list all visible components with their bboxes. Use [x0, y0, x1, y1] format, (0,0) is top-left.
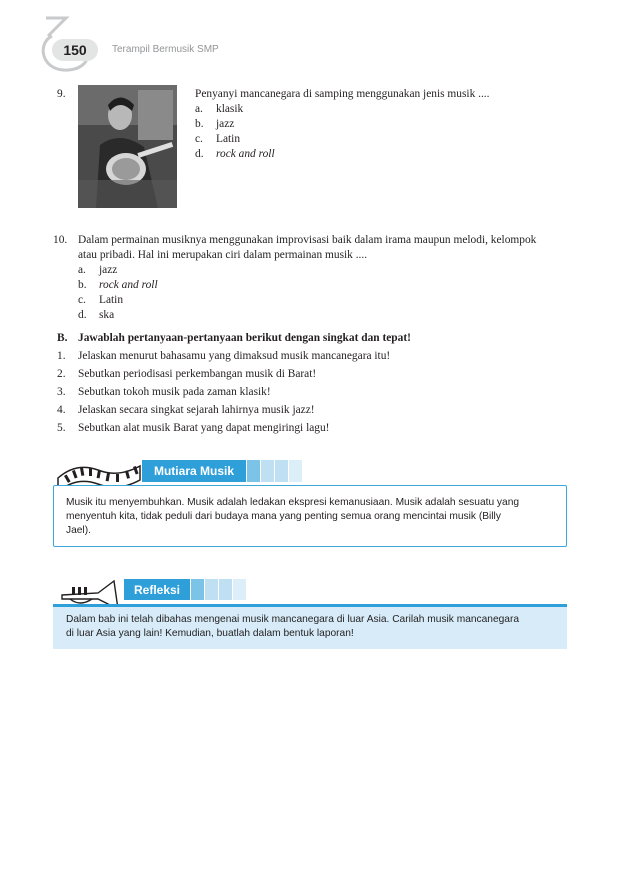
refleksi-title: Refleksi	[124, 579, 190, 600]
refleksi-text: di luar Asia yang lain! Kemudian, buatlah dalam bentuk laporan!	[66, 628, 354, 639]
q10-option-letter: d.	[78, 309, 87, 321]
decor-square	[275, 460, 288, 482]
q10-option-letter: a.	[78, 264, 86, 276]
q10-option-letter: b.	[78, 279, 87, 291]
decor-square	[219, 579, 232, 600]
mutiara-quote: Jael).	[66, 525, 91, 536]
section-b-instruction: Jawablah pertanyaan-pertanyaan berikut dengan singkat dan tepat!	[78, 332, 411, 344]
mutiara-quote: Musik itu menyembuhkan. Musik adalah ledakan ekspresi kemanusiaan. Musik adalah sesuatu yang	[66, 497, 520, 508]
essay-number: 4.	[57, 404, 66, 416]
book-title: Terampil Bermusik SMP	[112, 44, 219, 55]
essay-number: 2.	[57, 368, 66, 380]
refleksi-text: Dalam bab ini telah dibahas mengenai musik mancanegara di luar Asia. Carilah musik mancanegara	[66, 614, 520, 625]
essay-number: 1.	[57, 350, 66, 362]
essay-question: Sebutkan periodisasi perkembangan musik di Barat!	[78, 368, 317, 380]
decor-square	[289, 460, 302, 482]
essay-question: Sebutkan alat musik Barat yang dapat mengiringi lagu!	[78, 422, 330, 434]
decor-square	[261, 460, 274, 482]
q9-number: 9.	[57, 88, 66, 100]
q9-option-letter: a.	[195, 103, 203, 115]
decor-square	[191, 579, 204, 600]
q9-option-text: rock and roll	[216, 148, 275, 160]
essay-question: Jelaskan menurut bahasamu yang dimaksud musik mancanegara itu!	[78, 350, 391, 362]
decor-square	[205, 579, 218, 600]
q10-option-text: jazz	[99, 264, 118, 276]
q10-number: 10.	[53, 234, 68, 246]
singer-photo	[78, 85, 177, 208]
q10-stem: atau pribadi. Hal ini merupakan ciri dalam permainan musik ....	[78, 249, 368, 261]
essay-question: Jelaskan secara singkat sejarah lahirnya musik jazz!	[78, 404, 315, 416]
q9-stem: Penyanyi mancanegara di samping menggunakan jenis musik ....	[195, 88, 490, 100]
essay-number: 3.	[57, 386, 66, 398]
q9-option-letter: c.	[195, 133, 203, 145]
mutiara-musik-title: Mutiara Musik	[142, 460, 246, 482]
q9-option-letter: b.	[195, 118, 204, 130]
section-b-letter: B.	[57, 332, 68, 344]
q10-option-letter: c.	[78, 294, 86, 306]
essay-number: 5.	[57, 422, 66, 434]
q9-option-text: jazz	[216, 118, 235, 130]
decor-square	[247, 460, 260, 482]
page-number: 150	[52, 39, 98, 61]
q9-option-text: Latin	[216, 133, 241, 145]
q10-option-text: rock and roll	[99, 279, 158, 291]
q10-option-text: ska	[99, 309, 115, 321]
q10-option-text: Latin	[99, 294, 124, 306]
q9-option-text: klasik	[216, 103, 244, 115]
essay-question: Sebutkan tokoh musik pada zaman klasik!	[78, 386, 271, 398]
q10-stem: Dalam permainan musiknya menggunakan improvisasi baik dalam irama maupun melodi, kelompok	[78, 234, 537, 246]
mutiara-quote: menyentuh kita, tidak peduli dari budaya mana yang penting semua orang mencintai musik (Billy	[66, 511, 501, 522]
decor-square	[233, 579, 246, 600]
q9-option-letter: d.	[195, 148, 204, 160]
